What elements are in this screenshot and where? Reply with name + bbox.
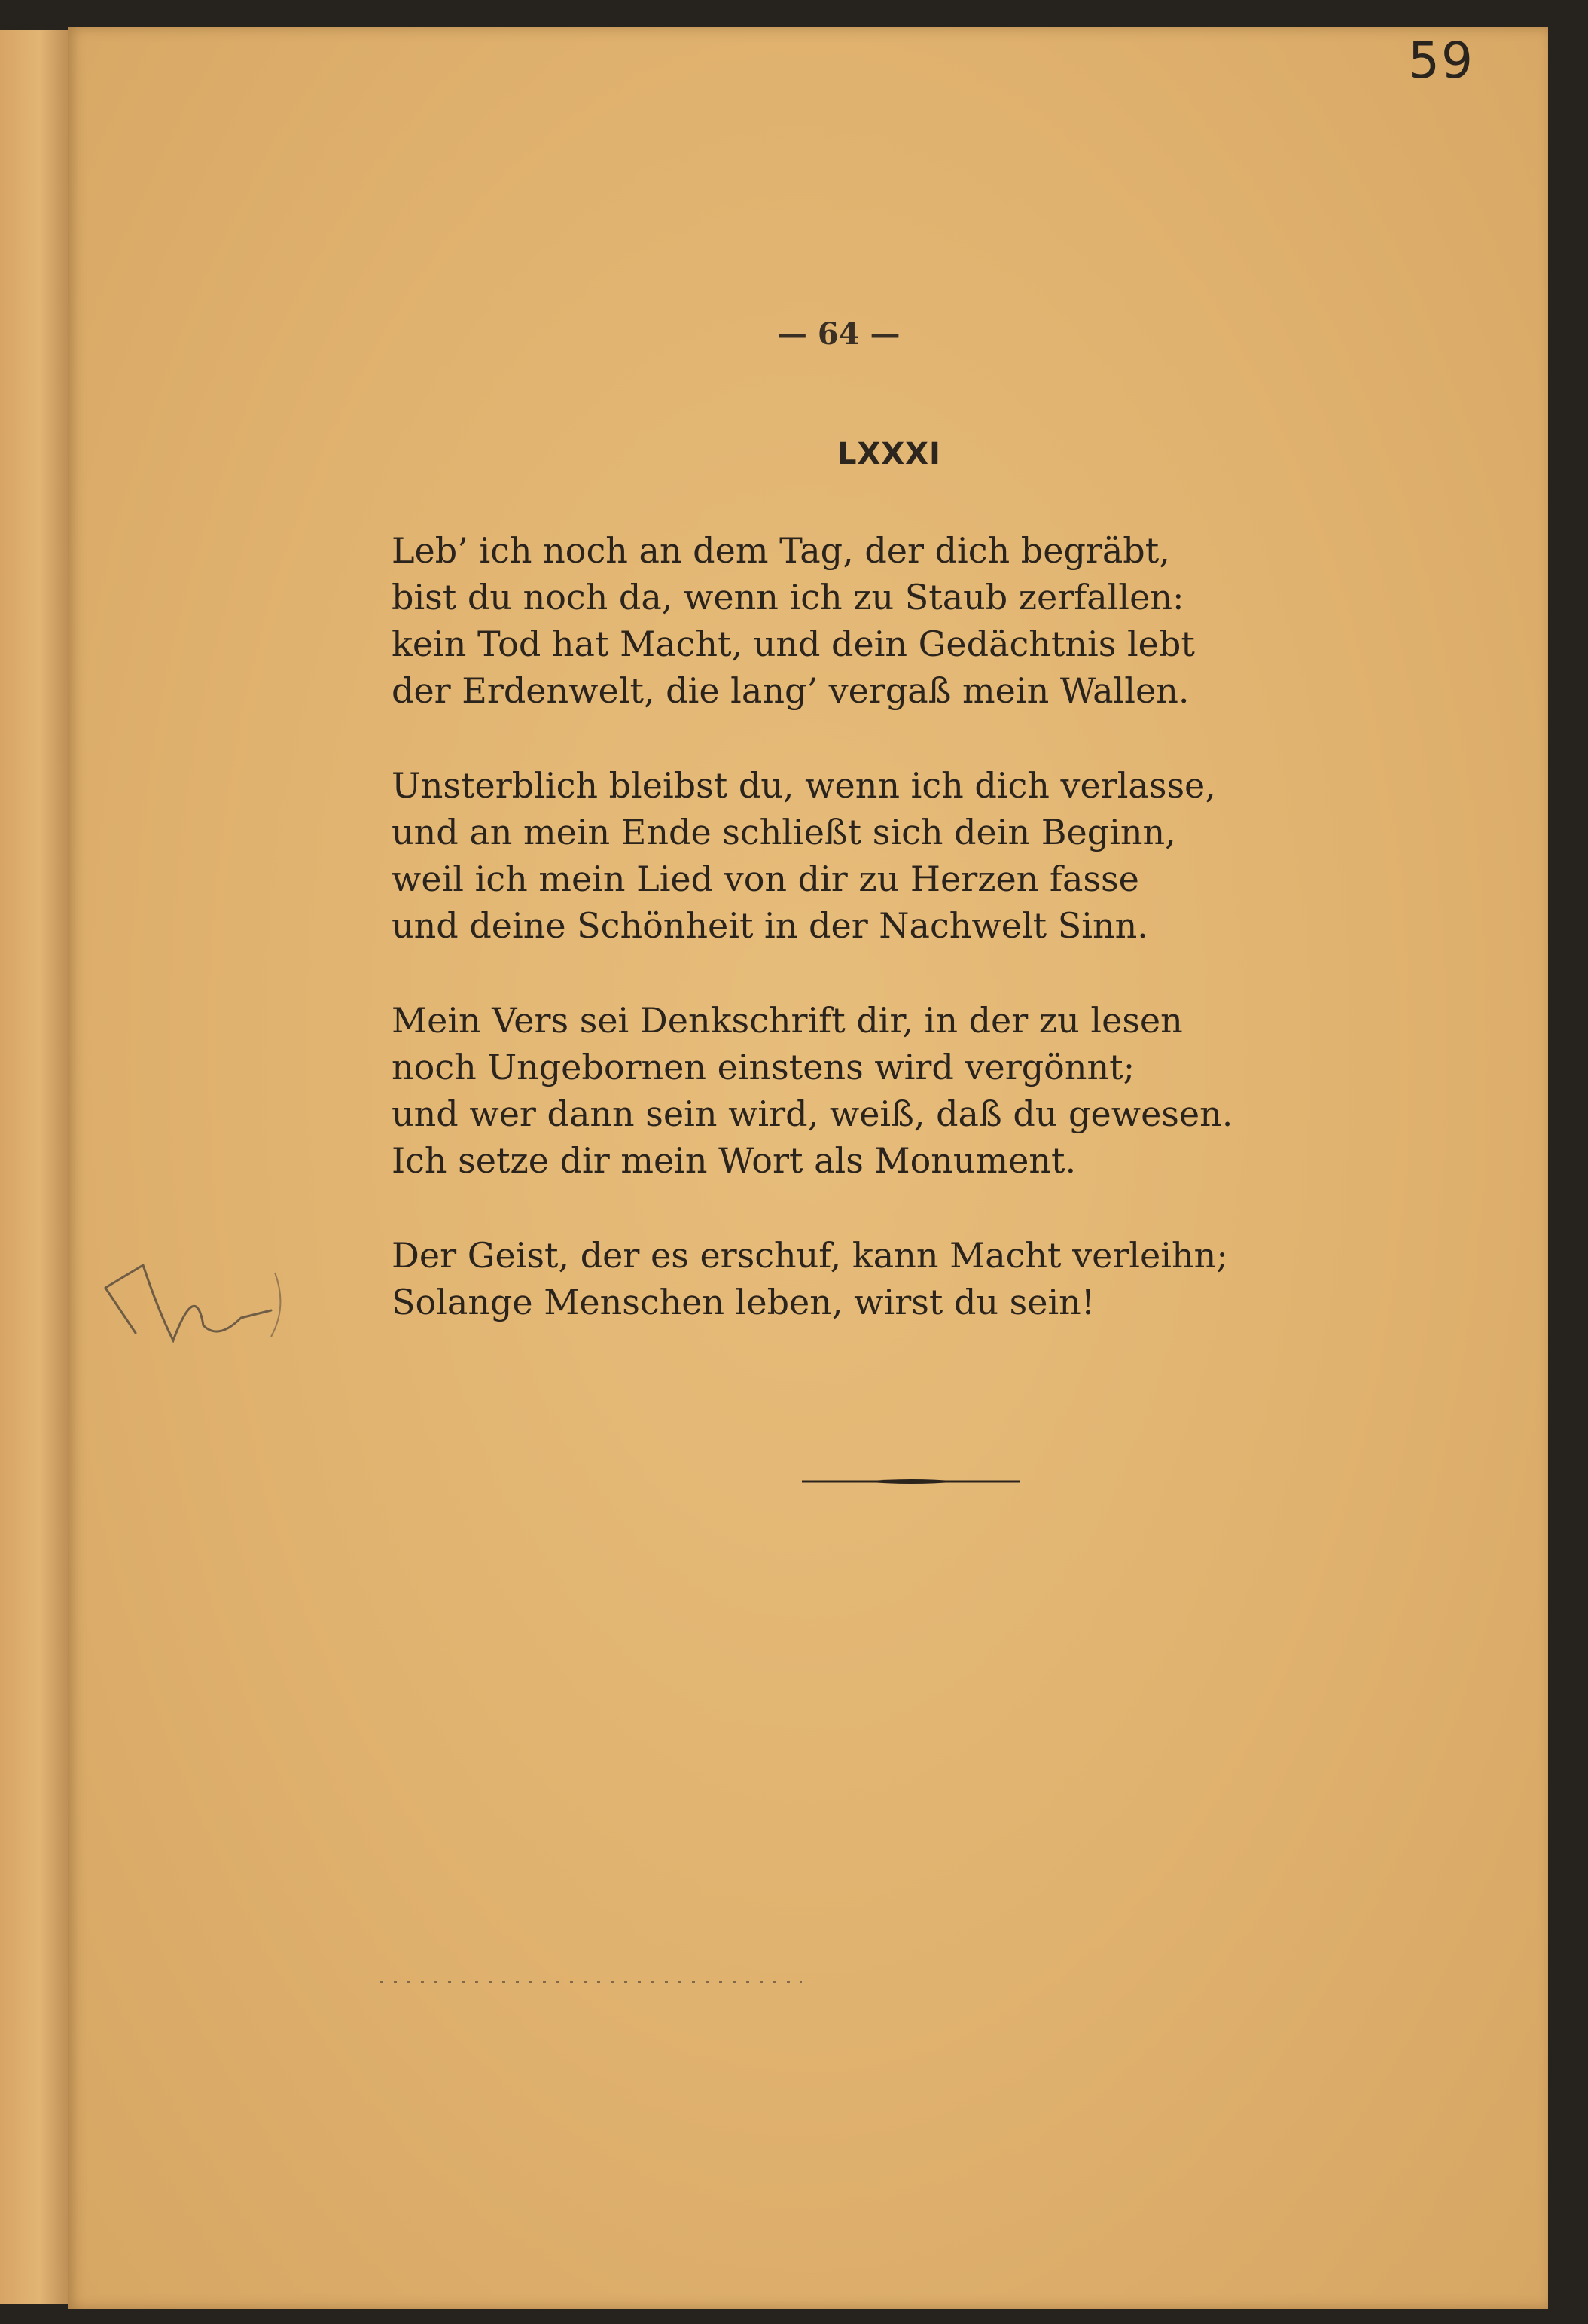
poem-line: Unsterblich bleibst du, wenn ich dich verlasse,: [392, 765, 1216, 806]
end-rule-ornament: [802, 1478, 1020, 1487]
pencil-scribble: [90, 1235, 286, 1356]
poem-line: und wer dann sein wird, weiß, daß du gewesen.: [392, 1093, 1233, 1134]
poem-line: und an mein Ende schließt sich dein Beginn,: [392, 812, 1176, 852]
stanza-4: [392, 1232, 1461, 1325]
page-number: — 64 —: [777, 316, 901, 352]
section-heading: LXXXI: [837, 437, 941, 471]
poem-body: [392, 527, 1461, 1374]
stanza-3: [392, 997, 1461, 1184]
poem-line: Leb’ ich noch an dem Tag, der dich begräbt,: [392, 530, 1170, 571]
poem-line: weil ich mein Lied von dir zu Herzen fasse: [392, 859, 1139, 899]
poem-line: bist du noch da, wenn ich zu Staub zerfallen:: [392, 577, 1184, 618]
stanza-1: [392, 527, 1461, 714]
poem-line: noch Ungebornen einstens wird vergönnt;: [392, 1047, 1135, 1087]
stanza-2: [392, 762, 1461, 949]
poem-line: Mein Vers sei Denkschrift dir, in der zu lesen: [392, 1000, 1183, 1041]
poem-line: der Erdenwelt, die lang’ vergaß mein Wallen.: [392, 670, 1190, 711]
poem-line: kein Tod hat Macht, und dein Gedächtnis lebt: [392, 624, 1195, 664]
previous-page-edge: [0, 30, 72, 2304]
handwritten-folio-number: 59: [1408, 32, 1474, 90]
poem-line: Der Geist, der es erschuf, kann Macht verleihn;: [392, 1235, 1228, 1276]
dotted-rule: [380, 1979, 802, 1985]
poem-line: und deine Schönheit in der Nachwelt Sinn.: [392, 905, 1148, 946]
poem-line: Solange Menschen leben, wirst du sein!: [392, 1282, 1096, 1322]
poem-line: Ich setze dir mein Wort als Monument.: [392, 1140, 1077, 1181]
